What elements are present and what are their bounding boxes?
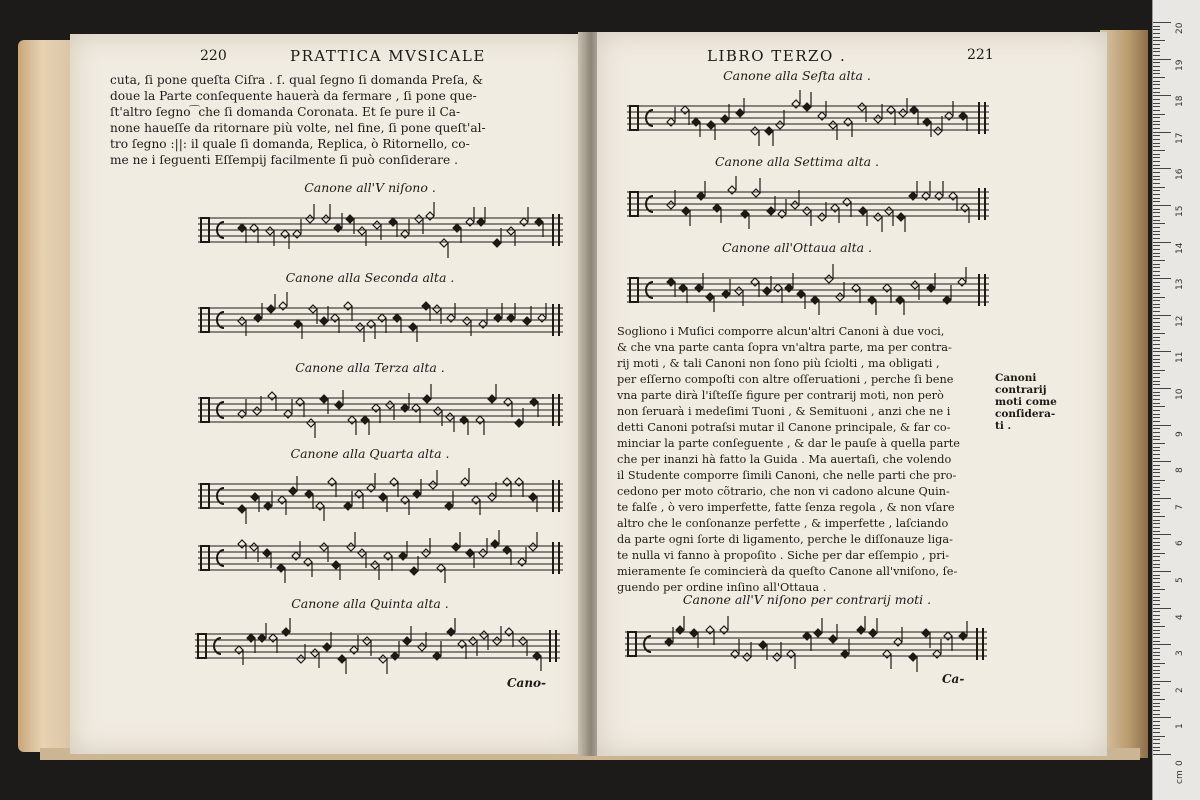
text-line: da parte ogni ſorte di ligamento, perche le diſſonauze liga- [617,533,953,546]
ruler-minor-tick [1153,88,1160,89]
ruler-minor-tick [1153,593,1160,594]
book-fore-edge-right [1100,30,1148,758]
ruler-label: 12 [1175,315,1185,327]
ruler-minor-tick [1153,520,1160,521]
ruler-minor-tick [1153,747,1160,748]
ruler-minor-tick [1153,377,1160,378]
ruler-minor-tick [1153,739,1160,740]
ruler-minor-tick [1153,560,1160,561]
ruler-minor-tick [1153,684,1160,685]
ruler-minor-tick [1153,165,1160,166]
ruler-minor-tick [1153,637,1160,638]
ruler-minor-tick [1153,512,1160,513]
page-number: 221 [967,47,994,63]
ruler-minor-tick [1153,505,1160,506]
ruler-minor-tick [1153,414,1160,415]
ruler-minor-tick [1153,421,1160,422]
ruler-minor-tick [1153,469,1160,470]
ruler-minor-tick [1153,648,1160,649]
ruler-minor-tick [1153,318,1160,319]
ruler-minor-tick [1153,516,1165,517]
ruler-minor-tick [1153,329,1160,330]
ruler-label: 7 [1175,504,1185,510]
ruler-minor-tick [1153,692,1160,693]
ruler-minor-tick [1153,114,1165,115]
ruler-minor-tick [1153,410,1160,411]
ruler-tick [1153,205,1171,206]
ruler-label: 9 [1175,430,1185,437]
running-head: LIBRO TERZO . [707,47,847,65]
music-staff [198,382,563,440]
ruler-tick [1153,22,1171,23]
ruler-minor-tick [1153,370,1165,371]
ruler-minor-tick [1153,736,1165,737]
ruler-minor-tick [1153,110,1160,111]
music-staff [198,468,563,526]
text-line: doue la Parte conſequente hauerà da fermare , ſi pone que- [110,89,477,103]
ruler-tick [1153,425,1171,426]
ruler-minor-tick [1153,567,1160,568]
text-line: mieramente ſe comincierà da queſto Canone all'vniſono, ſe- [617,565,958,578]
ruler-minor-tick [1153,55,1160,56]
ruler-minor-tick [1153,73,1160,74]
music-staff [195,618,560,676]
running-head: PRATTICA MVSICALE [290,47,486,65]
ruler-minor-tick [1153,190,1160,191]
ruler-minor-tick [1153,403,1160,404]
ruler-minor-tick [1153,670,1160,671]
ruler-tick [1153,608,1171,609]
ruler-minor-tick [1153,652,1160,653]
ruler-label: 4 [1175,613,1185,620]
ruler-minor-tick [1153,673,1160,674]
ruler-minor-tick [1153,589,1165,590]
ruler-tick [1153,534,1171,535]
ruler-minor-tick [1153,362,1160,363]
ruler-minor-tick [1153,92,1160,93]
ruler-minor-tick [1153,428,1160,429]
ruler-minor-tick [1153,564,1160,565]
ruler-minor-tick [1153,450,1160,451]
ruler-minor-tick [1153,99,1160,100]
ruler-minor-tick [1153,439,1160,440]
ruler-minor-tick [1153,655,1160,656]
ruler-tick [1153,388,1171,389]
ruler-minor-tick [1153,311,1160,312]
ruler-minor-tick [1153,84,1160,85]
text-line: cedono per moto cõtrario, che non vi cadono alcune Quin- [617,485,950,498]
ruler-minor-tick [1153,465,1160,466]
ruler-label: 6 [1175,540,1185,547]
ruler-minor-tick [1153,714,1160,715]
ruler-label: 11 [1175,351,1185,364]
ruler-minor-tick [1153,556,1160,557]
ruler-minor-tick [1153,267,1160,268]
ruler-minor-tick [1153,172,1160,173]
ruler-minor-tick [1153,143,1160,144]
ruler-minor-tick [1153,231,1160,232]
ruler-unit: cm [1175,770,1185,784]
catchword: Cano- [507,676,547,690]
ruler-minor-tick [1153,245,1160,246]
ruler-minor-tick [1153,436,1160,437]
text-line: me ne i ſeguenti Eſſempij facilmente ſi può conſiderare . [110,153,458,167]
ruler-minor-tick [1153,44,1160,45]
ruler-minor-tick [1153,392,1160,393]
ruler-minor-tick [1153,750,1160,751]
ruler-minor-tick [1153,40,1165,41]
ruler-minor-tick [1153,297,1165,298]
ruler-minor-tick [1153,743,1160,744]
ruler-minor-tick [1153,633,1160,634]
ruler-minor-tick [1153,586,1160,587]
book-fore-edge-left [18,40,78,752]
ruler-minor-tick [1153,37,1160,38]
ruler-minor-tick [1153,212,1160,213]
ruler-minor-tick [1153,216,1160,217]
ruler-minor-tick [1153,139,1160,140]
canon-caption: Canone alla Seſta alta . [723,68,871,83]
ruler-minor-tick [1153,542,1160,543]
ruler-minor-tick [1153,271,1160,272]
ruler-tick [1153,571,1171,572]
music-staff [627,262,989,320]
ruler-minor-tick [1153,688,1160,689]
ruler-minor-tick [1153,483,1160,484]
text-line: vna parte dirà l'iſteſſe figure per contrarij moti, non però [617,389,944,402]
ruler-minor-tick [1153,597,1160,598]
measuring-ruler [1152,0,1200,800]
ruler-label: 2 [1175,687,1185,693]
ruler-minor-tick [1153,476,1160,477]
text-line: non ſeruarà i medeſimi Tuoni , & Semituoni , anzi che ne i [617,405,951,418]
music-staff [627,90,989,148]
ruler-minor-tick [1153,209,1160,210]
ruler-minor-tick [1153,501,1160,502]
ruler-tick [1153,95,1171,96]
text-line: il Studente comporre ſimili Canoni, che nelle parti che pro- [617,469,957,482]
ruler-minor-tick [1153,157,1160,158]
ruler-minor-tick [1153,666,1160,667]
canon-caption: Canone all'V niſono . [304,180,436,195]
canon-caption: Canone all'Ottaua alta . [722,240,872,255]
ruler-minor-tick [1153,26,1160,27]
ruler-minor-tick [1153,359,1160,360]
ruler-minor-tick [1153,48,1160,49]
ruler-minor-tick [1153,234,1160,235]
ruler-minor-tick [1153,307,1160,308]
ruler-minor-tick [1153,663,1165,664]
ruler-minor-tick [1153,249,1160,250]
ruler-minor-tick [1153,282,1160,283]
ruler-minor-tick [1153,619,1160,620]
canon-caption: Canone alla Quinta alta . [291,596,449,611]
ruler-label: 14 [1175,242,1185,254]
ruler-label: 18 [1175,95,1185,108]
ruler-tick [1153,681,1171,682]
ruler-minor-tick [1153,373,1160,374]
ruler-minor-tick [1153,732,1160,733]
text-line: te falſe , ò vero imperfette, fatte ſenza regola , & non vſare [617,501,955,514]
ruler-minor-tick [1153,161,1160,162]
ruler-minor-tick [1153,66,1160,67]
text-line: che per inanzi hà fatto la Guida . Ma auertaſi, che volendo [617,453,952,466]
ruler-minor-tick [1153,725,1160,726]
text-line: tro ſegno :||: il quale ſi domanda, Replica, ò Ritornello, co- [110,137,470,151]
text-line: & che vna parte canta ſopra vn'altra parte, ma per contra- [617,341,952,354]
text-line: cuta, ſi pone queſta Ciſra . ſ. qual ſegno ſi domanda Preſa, & [110,73,483,87]
text-line: detti Canoni potraſsi mutar il Canone principale, & far co- [617,421,951,434]
ruler-tick [1153,644,1171,645]
ruler-minor-tick [1153,538,1160,539]
ruler-minor-tick [1153,29,1160,30]
ruler-tick [1153,242,1171,243]
ruler-minor-tick [1153,641,1160,642]
ruler-minor-tick [1153,194,1160,195]
ruler-minor-tick [1153,699,1165,700]
ruler-minor-tick [1153,523,1160,524]
music-staff [198,530,563,588]
ruler-minor-tick [1153,223,1165,224]
ruler-tick [1153,461,1171,462]
canon-caption: Canone alla Settima alta . [714,154,880,169]
ruler-label: 13 [1175,278,1185,291]
ruler-minor-tick [1153,355,1160,356]
ruler-tick [1153,315,1171,316]
ruler-minor-tick [1153,447,1160,448]
left-page [70,34,585,754]
ruler-tick [1153,168,1171,169]
ruler-minor-tick [1153,703,1160,704]
right-page [597,32,1107,756]
ruler-minor-tick [1153,490,1160,491]
ruler-minor-tick [1153,417,1160,418]
ruler-minor-tick [1153,326,1160,327]
ruler-minor-tick [1153,578,1160,579]
ruler-minor-tick [1153,187,1165,188]
ruler-minor-tick [1153,33,1160,34]
ruler-minor-tick [1153,289,1160,290]
canon-caption: Canone all'V niſono per contrarij moti . [682,592,932,607]
ruler-tick [1153,351,1171,352]
ruler-label: 10 [1175,388,1185,400]
text-line: Sogliono i Muſici comporre alcun'altri Canoni à due voci, [617,325,945,338]
canon-caption: Canone alla Quarta alta . [290,446,450,461]
ruler-minor-tick [1153,432,1160,433]
ruler-tick [1153,278,1171,279]
ruler-minor-tick [1153,706,1160,707]
ruler-minor-tick [1153,70,1160,71]
ruler-minor-tick [1153,337,1160,338]
ruler-minor-tick [1153,264,1160,265]
ruler-minor-tick [1153,487,1160,488]
music-staff [198,202,563,260]
ruler-minor-tick [1153,395,1160,396]
margin-note: Canoni contrarij moti come conſidera- ti . [995,372,1057,432]
ruler-minor-tick [1153,135,1160,136]
ruler-minor-tick [1153,106,1160,107]
ruler-minor-tick [1153,201,1160,202]
ruler-minor-tick [1153,333,1165,334]
ruler-tick [1153,717,1171,718]
ruler-minor-tick [1153,253,1160,254]
ruler-minor-tick [1153,494,1160,495]
page-number: 220 [200,48,227,64]
music-staff [625,616,987,674]
ruler-minor-tick [1153,62,1160,63]
ruler-minor-tick [1153,531,1160,532]
music-staff [627,176,989,234]
ruler-minor-tick [1153,275,1160,276]
ruler-minor-tick [1153,575,1160,576]
ruler-minor-tick [1153,622,1160,623]
ruler-minor-tick [1153,549,1160,550]
ruler-minor-tick [1153,399,1160,400]
ruler-minor-tick [1153,695,1160,696]
ruler-minor-tick [1153,545,1160,546]
ruler-minor-tick [1153,458,1160,459]
ruler-minor-tick [1153,344,1160,345]
ruler-minor-tick [1153,176,1160,177]
ruler-minor-tick [1153,443,1165,444]
ruler-minor-tick [1153,293,1160,294]
ruler-minor-tick [1153,615,1160,616]
ruler-minor-tick [1153,480,1165,481]
ruler-minor-tick [1153,366,1160,367]
ruler-minor-tick [1153,600,1160,601]
ruler-minor-tick [1153,128,1160,129]
ruler-minor-tick [1153,300,1160,301]
canon-caption: Canone alla Terza alta . [295,360,445,375]
text-line: minciar la parte conſeguente , & dar le pauſe à quella parte [617,437,960,450]
ruler-tick [1153,498,1171,499]
body-paragraph [617,324,987,596]
ruler-minor-tick [1153,384,1160,385]
ruler-minor-tick [1153,406,1165,407]
ruler-tick [1153,754,1171,755]
ruler-minor-tick [1153,117,1160,118]
ruler-minor-tick [1153,721,1160,722]
ruler-label: 15 [1175,205,1185,217]
ruler-minor-tick [1153,227,1160,228]
ruler-minor-tick [1153,454,1160,455]
ruler-minor-tick [1153,710,1160,711]
ruler-minor-tick [1153,626,1165,627]
ruler-minor-tick [1153,728,1160,729]
ruler-minor-tick [1153,630,1160,631]
ruler-minor-tick [1153,348,1160,349]
ruler-minor-tick [1153,527,1160,528]
ruler-label: 17 [1175,132,1185,144]
ruler-tick [1153,59,1171,60]
text-line: guendo per ordine inſino all'Ottaua . [617,581,827,594]
ruler-minor-tick [1153,304,1160,305]
ruler-minor-tick [1153,256,1160,257]
ruler-minor-tick [1153,220,1160,221]
ruler-minor-tick [1153,121,1160,122]
ruler-label: 1 [1175,723,1185,730]
text-line: ſt'altro ſegno ͡ che ſi domanda Coronata. Et ſe pure il Ca- [110,105,461,119]
text-line: none haueſſe da ritornare più volte, nel fine, ſi pone queſt'al- [110,121,486,135]
ruler-tick [1153,132,1171,133]
ruler-minor-tick [1153,183,1160,184]
ruler-label: 0 [1175,760,1185,766]
text-line: per eſſerno compoſti con altre oſſeruationi , perche ſi bene [617,373,954,386]
ruler-minor-tick [1153,154,1160,155]
ruler-minor-tick [1153,286,1160,287]
ruler-label: 5 [1175,577,1185,583]
ruler-label: 19 [1175,59,1185,71]
ruler-label: 3 [1175,650,1185,657]
ruler-minor-tick [1153,77,1165,78]
ruler-minor-tick [1153,509,1160,510]
text-line: te nulla vi fanno à propoſito . Siche per dar eſſempio , pri- [617,549,950,562]
ruler-minor-tick [1153,51,1160,52]
ruler-minor-tick [1153,103,1160,104]
text-line: altro che le conſonanze perfette , & imperfette , laſciando [617,517,949,530]
ruler-minor-tick [1153,553,1165,554]
ruler-minor-tick [1153,659,1160,660]
ruler-minor-tick [1153,472,1160,473]
canon-caption: Canone alla Seconda alta . [285,270,455,285]
music-staff [198,292,563,350]
ruler-minor-tick [1153,381,1160,382]
ruler-minor-tick [1153,81,1160,82]
text-line: rij moti , & tali Canoni non ſono più ſciolti , ma obligati , [617,357,940,370]
ruler-minor-tick [1153,179,1160,180]
ruler-label: 16 [1175,168,1185,181]
ruler-minor-tick [1153,238,1160,239]
ruler-minor-tick [1153,150,1165,151]
ruler-minor-tick [1153,198,1160,199]
catchword: Ca- [942,672,965,686]
ruler-minor-tick [1153,146,1160,147]
ruler-minor-tick [1153,340,1160,341]
ruler-minor-tick [1153,582,1160,583]
ruler-minor-tick [1153,124,1160,125]
ruler-minor-tick [1153,260,1165,261]
ruler-minor-tick [1153,604,1160,605]
ruler-label: 8 [1175,467,1185,474]
ruler-minor-tick [1153,611,1160,612]
intro-paragraph [110,72,575,168]
ruler-minor-tick [1153,322,1160,323]
ruler-minor-tick [1153,677,1160,678]
ruler-label: 20 [1175,22,1185,34]
